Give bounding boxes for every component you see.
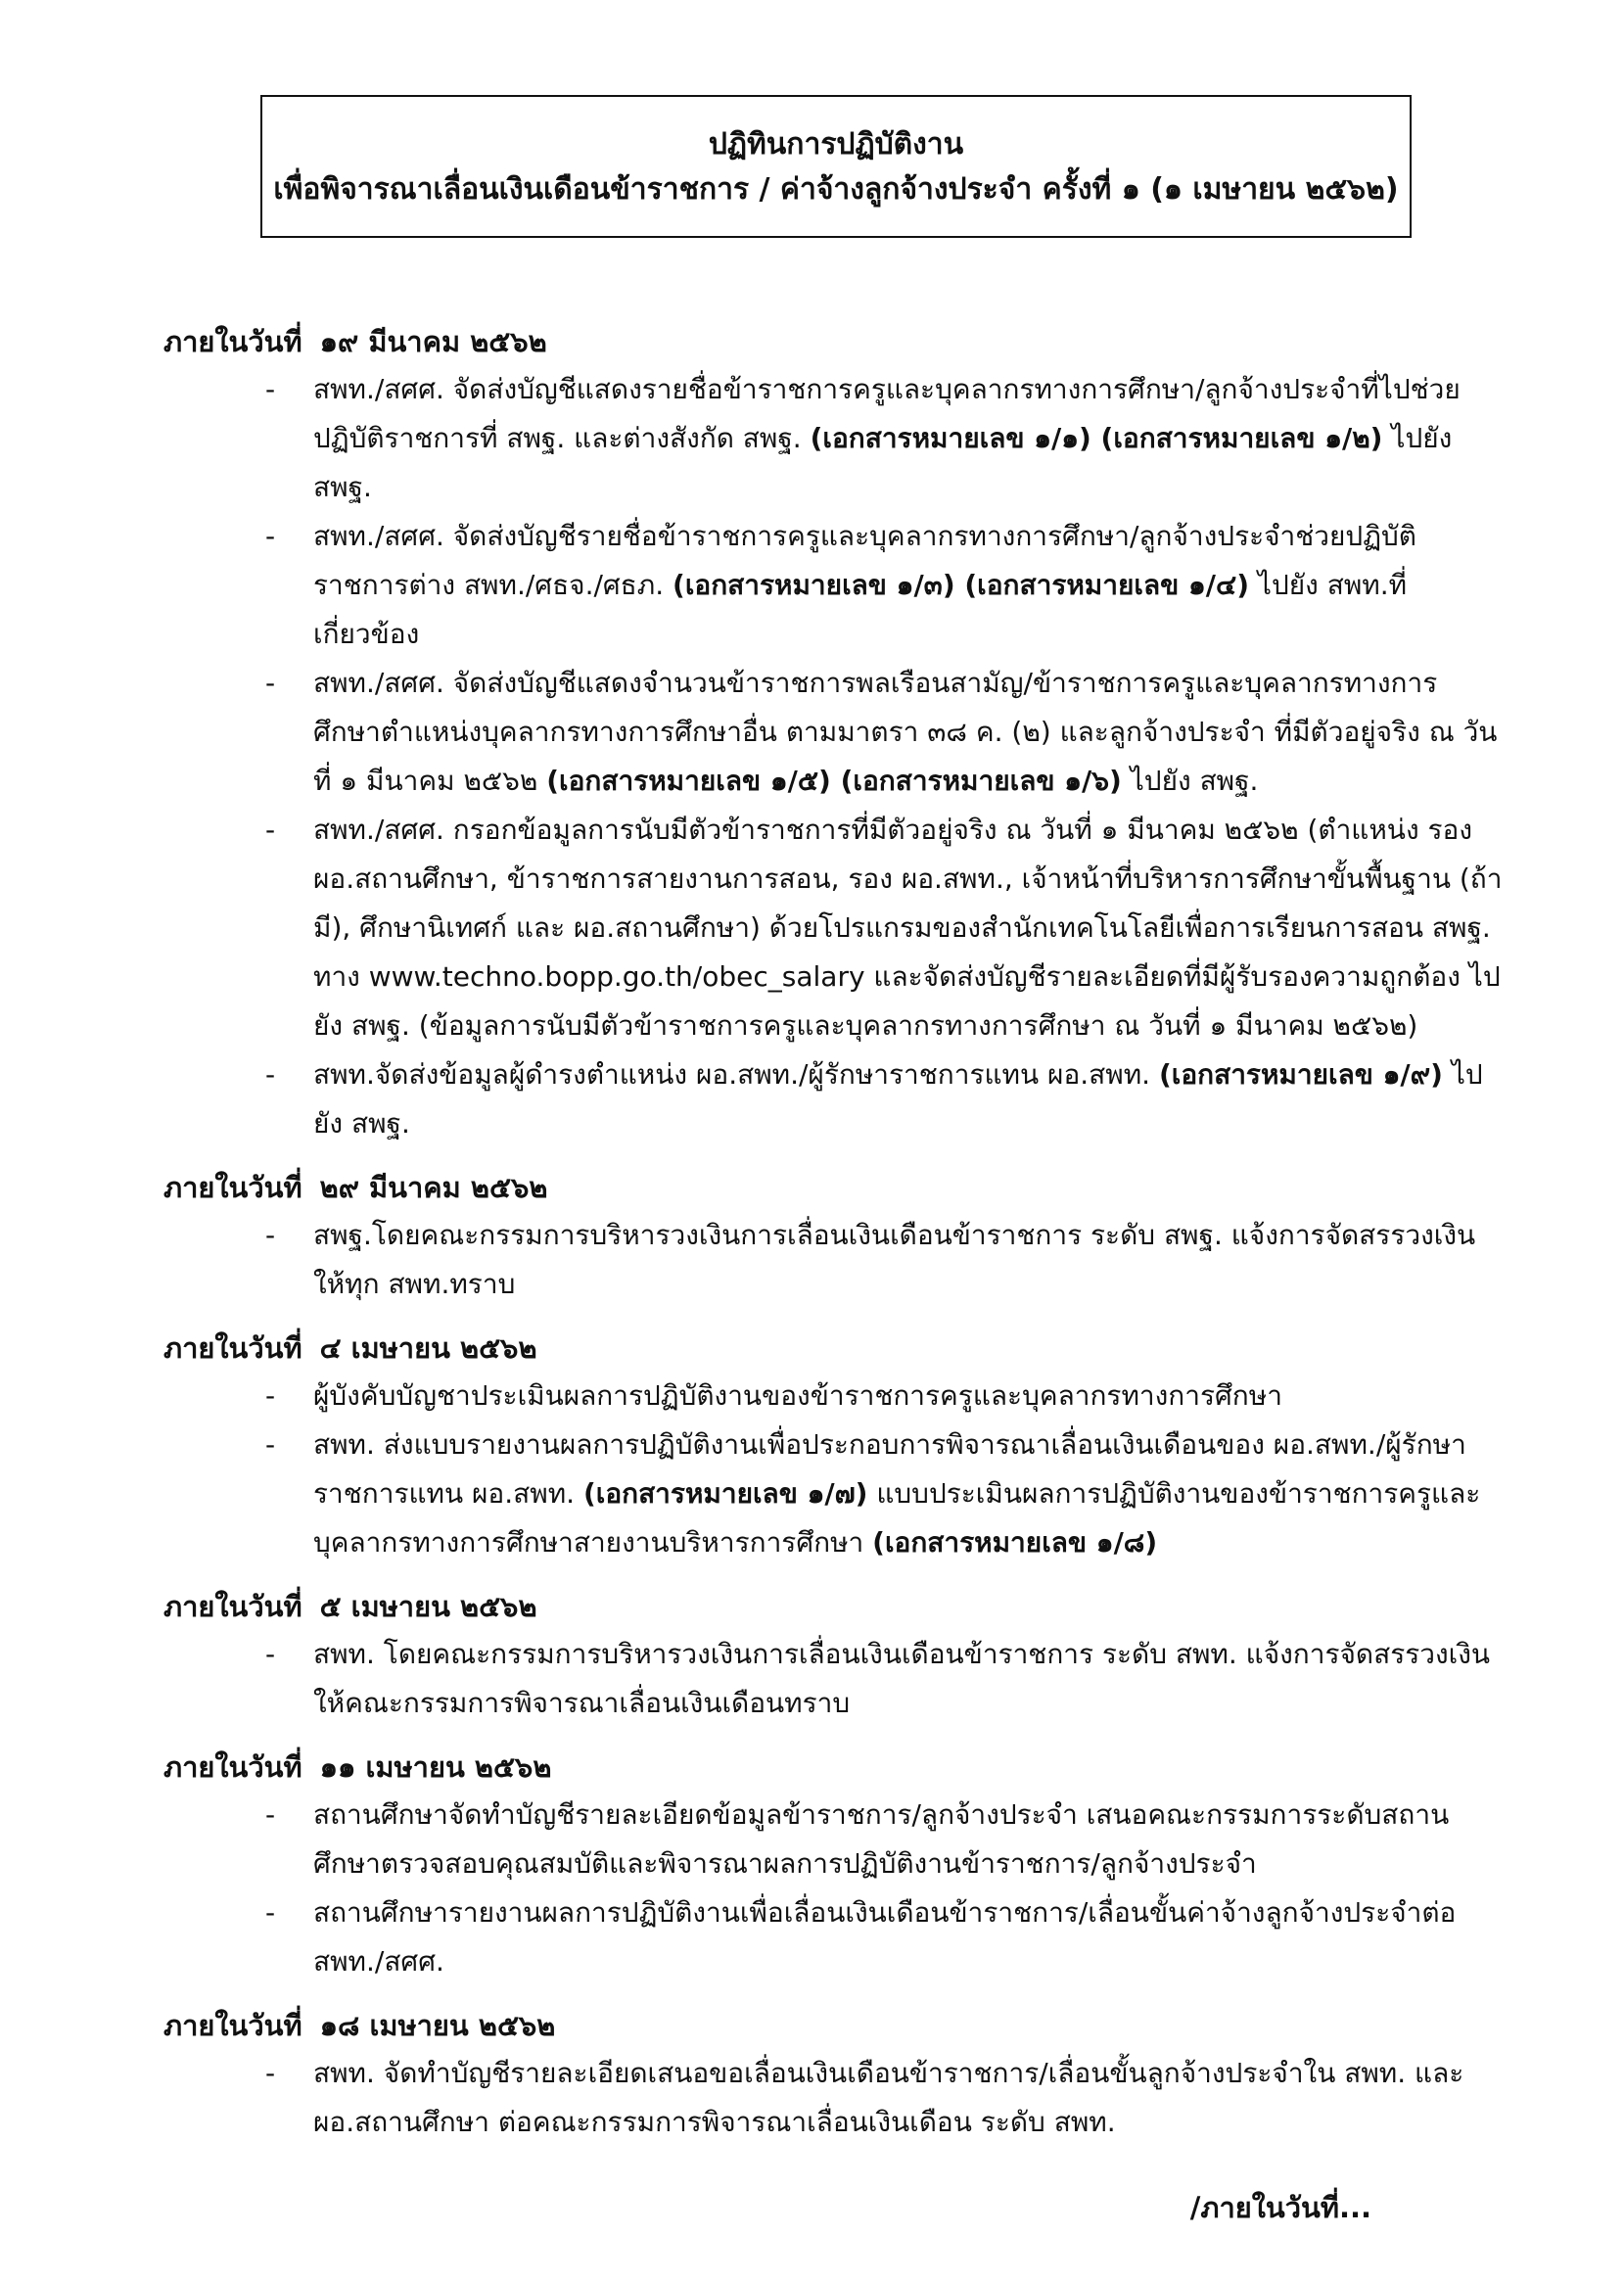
date-value: ๔ เมษายน ๒๕๖๒ [319, 1331, 537, 1365]
item-dash: - [265, 2057, 276, 2089]
item-dash: - [265, 520, 276, 552]
schedule-content [163, 318, 1505, 2163]
document-reference: (เอกสารหมายเลข ๑/๓) (เอกสารหมายเลข ๑/๔) [673, 569, 1250, 601]
item-dash: - [265, 373, 276, 405]
schedule-section [163, 318, 1505, 1148]
schedule-item [163, 1211, 1505, 1309]
item-text: สพท.จัดส่งข้อมูลผู้ดำรงตำแหน่ง ผอ.สพท./ผู้รักษาราชการแทน ผอ.สพท. [313, 1058, 1159, 1091]
schedule-section [163, 2002, 1505, 2147]
schedule-item [163, 1372, 1505, 1420]
item-dash: - [265, 1896, 276, 1929]
item-text: สพท. ส่งแบบรายงานผลการปฏิบัติงานเพื่อประกอบการพิจารณาเลื่อนเงินเดือนของ ผอ.สพท./ผู้รักษาราชการแทน ผอ.สพท. [313, 1428, 1466, 1510]
item-text: ผู้บังคับบัญชาประเมินผลการปฏิบัติงานของข้าราชการครูและบุคลากรทางการศึกษา [313, 1379, 1282, 1412]
document-subtitle: เพื่อพิจารณาเลื่อนเงินเดือนข้าราชการ / ค่าจ้างลูกจ้างประจำ ครั้งที่ ๑ (๑ เมษายน ๒๕๖๒) [273, 172, 1399, 207]
document-reference: (เอกสารหมายเลข ๑/๑) (เอกสารหมายเลข ๑/๒) [810, 422, 1383, 454]
date-value: ๕ เมษายน ๒๕๖๒ [319, 1590, 537, 1623]
document-reference: (เอกสารหมายเลข ๑/๘) [872, 1526, 1158, 1559]
item-text: ไปยัง สพฐ. [1121, 765, 1259, 797]
item-text: ไปยัง สพท.ที่เกี่ยวข้อง [313, 569, 1408, 650]
item-dash: - [265, 1798, 276, 1831]
date-label: ภายในวันที่ [163, 1331, 302, 1365]
item-dash: - [265, 1058, 276, 1091]
section-date-heading [163, 1583, 1505, 1630]
schedule-item [163, 1420, 1505, 1567]
schedule-section [163, 1583, 1505, 1728]
date-value: ๑๙ มีนาคม ๒๕๖๒ [319, 325, 547, 358]
document-reference: (เอกสารหมายเลข ๑/๙) [1158, 1058, 1443, 1091]
item-dash: - [265, 1428, 276, 1461]
continuation-note: /ภายในวันที่... [1189, 2191, 1371, 2224]
section-date-heading [163, 1164, 1505, 1211]
schedule-section [163, 1325, 1505, 1567]
document-title: ปฏิทินการปฏิบัติงาน [708, 127, 964, 162]
schedule-item [163, 365, 1505, 512]
item-dash: - [265, 1638, 276, 1670]
document-reference: (เอกสารหมายเลข ๑/๗) [582, 1477, 868, 1510]
date-label: ภายในวันที่ [163, 325, 302, 358]
item-text: ไปยัง สพฐ. [313, 1058, 1483, 1140]
schedule-section [163, 1164, 1505, 1309]
title-box [260, 95, 1412, 238]
schedule-item [163, 1888, 1505, 1986]
item-text: แบบประเมินผลการปฏิบัติงานของข้าราชการครูและบุคลากรทางการศึกษาสายงานบริหารการศึกษา [313, 1477, 1481, 1559]
schedule-item [163, 806, 1505, 1050]
item-text: สพท./สศศ. จัดส่งบัญชีรายชื่อข้าราชการครูและบุคลากรทางการศึกษา/ลูกจ้างประจำช่วยปฏิบัติราชการต่าง สพท./ศธจ./ศธภ. [313, 520, 1416, 601]
date-value: ๑๘ เมษายน ๒๕๖๒ [319, 2009, 556, 2042]
item-text: สพฐ.โดยคณะกรรมการบริหารวงเงินการเลื่อนเงินเดือนข้าราชการ ระดับ สพฐ. แจ้งการจัดสรรวงเงินให้ทุก สพท.ทราบ [313, 1219, 1476, 1300]
item-text: สถานศึกษารายงานผลการปฏิบัติงานเพื่อเลื่อนเงินเดือนข้าราชการ/เลื่อนขั้นค่าจ้างลูกจ้างประจำต่อ สพท./สศศ. [313, 1896, 1457, 1978]
item-text: ไปยัง สพฐ. [313, 422, 1453, 503]
item-dash: - [265, 1219, 276, 1251]
schedule-item [163, 1050, 1505, 1148]
section-date-heading [163, 2002, 1505, 2049]
item-text: สพท. โดยคณะกรรมการบริหารวงเงินการเลื่อนเงินเดือนข้าราชการ ระดับ สพท. แจ้งการจัดสรรวงเงินให้คณะกรรมการพิจารณาเลื่อนเงินเดือนทราบ [313, 1638, 1491, 1719]
schedule-item [163, 1630, 1505, 1728]
date-label: ภายในวันที่ [163, 1590, 302, 1623]
item-text: สพท./สศศ. จัดส่งบัญชีแสดงจำนวนข้าราชการพลเรือนสามัญ/ข้าราชการครูและบุคลากรทางการศึกษาตำแหน่งบุคลากรทางการศึกษาอื่น ตามมาตรา ๓๘ ค. (๒) และลูกจ้างประจำ ที่มีตัวอยู่จริง ณ วันที่ ๑ มีนาคม ๒๕๖๒ [313, 667, 1498, 797]
item-dash: - [265, 814, 276, 846]
item-dash: - [265, 1379, 276, 1412]
item-text: สพท. จัดทำบัญชีรายละเอียดเสนอขอเลื่อนเงินเดือนข้าราชการ/เลื่อนขั้นลูกจ้างประจำใน สพท. และ ผอ.สถานศึกษา ต่อคณะกรรมการพิจารณาเลื่อนเงินเดือน ระดับ สพท. [313, 2057, 1464, 2138]
schedule-item [163, 659, 1505, 806]
date-label: ภายในวันที่ [163, 1171, 302, 1204]
date-value: ๑๑ เมษายน ๒๕๖๒ [319, 1750, 552, 1784]
schedule-item [163, 1791, 1505, 1888]
item-text: สถานศึกษาจัดทำบัญชีรายละเอียดข้อมูลข้าราชการ/ลูกจ้างประจำ เสนอคณะกรรมการระดับสถานศึกษาตรวจสอบคุณสมบัติและพิจารณาผลการปฏิบัติงานข้าราชการ/ลูกจ้างประจำ [313, 1798, 1450, 1880]
item-text: สพท./สศศ. จัดส่งบัญชีแสดงรายชื่อข้าราชการครูและบุคลากรทางการศึกษา/ลูกจ้างประจำที่ไปช่วยปฏิบัติราชการที่ สพฐ. และต่างสังกัด สพฐ. [313, 373, 1461, 454]
section-date-heading [163, 318, 1505, 365]
schedule-section [163, 1744, 1505, 1986]
item-text: สพท./สศศ. กรอกข้อมูลการนับมีตัวข้าราชการที่มีตัวอยู่จริง ณ วันที่ ๑ มีนาคม ๒๕๖๒ (ตำแหน่ง รอง ผอ.สถานศึกษา, ข้าราชการสายงานการสอน, รอง ผอ.สพท., เจ้าหน้าที่บริหารการศึกษาขั้นพื้นฐาน (ถ้ามี), ศึกษานิเทศก์ และ ผอ.สถานศึกษา) ด้วยโปรแกรมของสำนักเทคโนโลยีเพื่อการเรียนการสอน สพฐ. ทาง www.techno.bopp.go.th/obec_salary และจัดส่งบัญชีรายละเอียดที่มีผู้รับรองความถูกต้อง ไปยัง สพฐ. (ข้อมูลการนับมีตัวข้าราชการครูและบุคลากรทางการศึกษา ณ วันที่ ๑ มีนาคม ๒๕๖๒) [313, 814, 1503, 1042]
schedule-item [163, 2049, 1505, 2147]
date-value: ๒๙ มีนาคม ๒๕๖๒ [319, 1171, 548, 1204]
document-reference: (เอกสารหมายเลข ๑/๕) (เอกสารหมายเลข ๑/๖) [546, 765, 1122, 797]
schedule-item [163, 512, 1505, 659]
date-label: ภายในวันที่ [163, 1750, 302, 1784]
section-date-heading [163, 1325, 1505, 1372]
item-dash: - [265, 667, 276, 699]
date-label: ภายในวันที่ [163, 2009, 302, 2042]
section-date-heading [163, 1744, 1505, 1791]
